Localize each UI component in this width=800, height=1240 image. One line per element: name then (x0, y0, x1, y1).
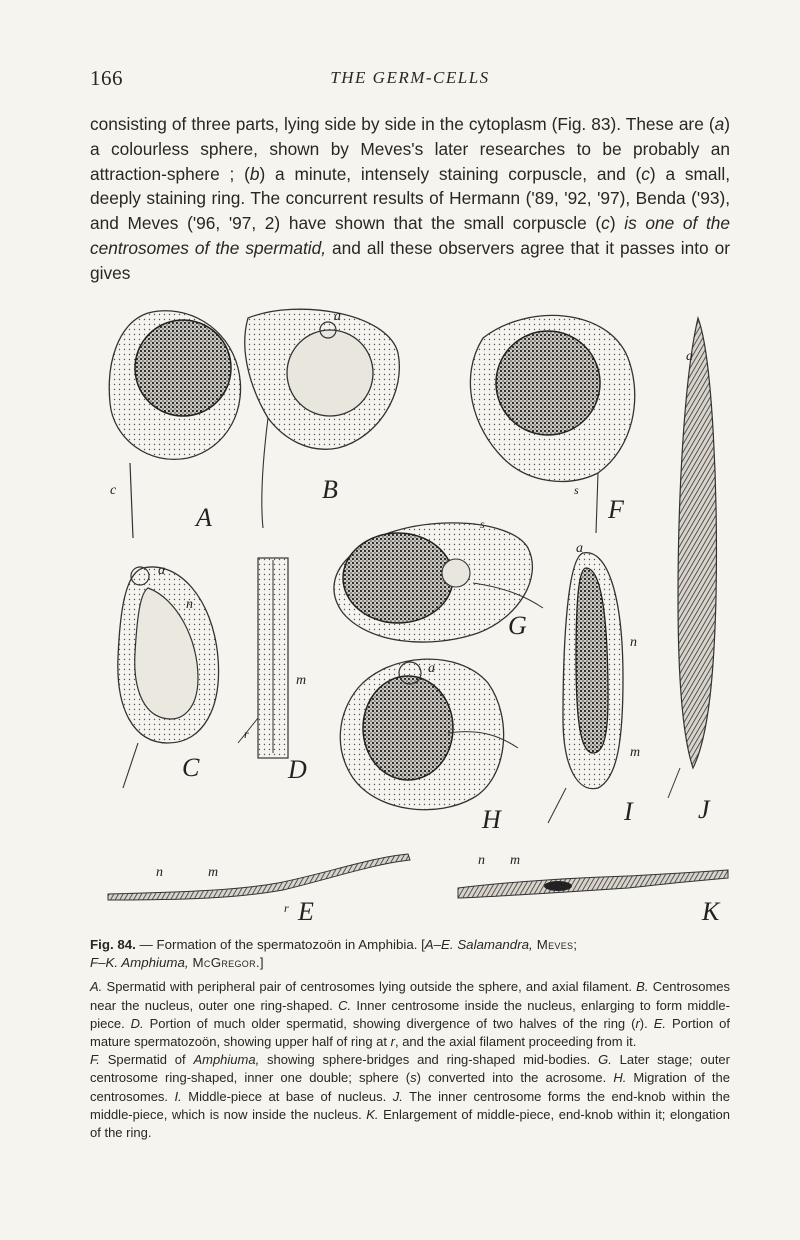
caption-text: The inner centrosome forms the end-knob within the middle-piece, which is now inside the nucleus. (90, 1088, 730, 1122)
body-italic: c (641, 163, 650, 184)
label-D-r: r (244, 727, 249, 741)
caption-text: showing sphere-bridges and ring-shaped mid-bodies. (259, 1052, 591, 1068)
label-F-s: s (574, 483, 579, 497)
caption-fig-label: Fig. 84. (90, 937, 136, 952)
caption-italic: r (635, 1015, 640, 1031)
caption-key-group (90, 978, 730, 1051)
page-number: 166 (90, 66, 123, 90)
figure-84 (88, 298, 730, 928)
caption-author: McGregor.] (188, 955, 264, 971)
caption-text: ). (639, 1015, 648, 1031)
label-K: K (702, 897, 720, 926)
label-A: A (196, 503, 212, 532)
label-H-a: a (428, 661, 435, 676)
page-header (90, 66, 730, 94)
caption-text: Inner centrosome inside the nucleus, enlarging to form middle-piece. (90, 997, 730, 1031)
label-K-n: n (478, 853, 485, 868)
body-text-span: ) (609, 213, 625, 234)
label-A-c: c (110, 483, 117, 498)
caption-key-group (90, 1051, 730, 1142)
label-I-m: m (630, 745, 641, 760)
body-italic: a (714, 114, 725, 134)
body-text-span: and all these observers agree that it passes into or gives (90, 237, 730, 283)
label-C-n: n (186, 597, 193, 612)
label-B: B (322, 475, 338, 504)
label-D-m: m (296, 673, 307, 688)
caption-key: A. (90, 979, 103, 995)
caption-key: E. (653, 1015, 667, 1031)
caption-key: B. (636, 979, 649, 995)
body-text-span: ) a small, deeply staining ring. The concurrent results of Hermann ('89, '92, '97), Benda ('93), and Meves ('96, '97, 2) have shown that the small corpuscle ( (90, 163, 730, 234)
running-head: THE GERM-CELLS (330, 68, 490, 87)
caption-key: K. (366, 1106, 379, 1122)
caption-key: D. (130, 1015, 144, 1031)
body-italic: is one of the centrosomes of the spermatid, (90, 213, 731, 258)
label-C-a: a (158, 563, 165, 578)
caption-text: Later stage; outer centrosome ring-shaped, inner one double; sphere ( (90, 1052, 730, 1086)
caption-key: J. (392, 1088, 403, 1104)
label-K-m: m (510, 853, 521, 868)
caption-text: Enlargement of middle-piece, end-knob within it; elongation of the ring. (90, 1106, 730, 1141)
label-B-a: a (334, 309, 341, 324)
label-E-m: m (208, 865, 219, 880)
caption-text: Spermatid of (99, 1052, 194, 1068)
label-E-r: r (284, 901, 289, 915)
label-I-n: n (630, 635, 637, 650)
label-H: H (482, 805, 501, 834)
label-G: G (508, 611, 527, 640)
caption-text: Migration of the centrosomes. (90, 1070, 731, 1104)
body-text-span: These are ( (625, 114, 715, 134)
figure-panel-k (458, 870, 728, 898)
figure-caption (90, 936, 730, 1142)
caption-key: I. (174, 1088, 182, 1104)
caption-key: G. (598, 1052, 612, 1068)
caption-text: ) converted into the acrosome. (416, 1070, 607, 1086)
label-E: E (298, 897, 314, 926)
caption-italic: s (410, 1070, 417, 1086)
caption-key: H. (613, 1070, 627, 1086)
body-line: consisting of three parts, lying side by side in the cytoplasm (Fig. 83). (90, 114, 622, 134)
caption-text: , and the axial filament proceeding from it. (394, 1034, 637, 1050)
figure-panel-i (548, 553, 623, 823)
figure-illustration (88, 298, 730, 928)
caption-key: F. (90, 1052, 100, 1068)
caption-text: — Formation of the spermatozoön in Amphibia. [ (135, 937, 425, 952)
label-D: D (288, 755, 307, 784)
figure-panel-c (118, 567, 219, 788)
caption-key: C. (338, 997, 352, 1013)
caption-title (90, 936, 730, 972)
body-italic: b (249, 163, 260, 184)
label-I: I (624, 797, 633, 826)
caption-author: Meves; (532, 937, 578, 952)
caption-text: Portion of mature spermatozoön, showing upper half of ring at (90, 1015, 730, 1050)
label-G-s: s (480, 517, 485, 531)
body-text-span: ) a colourless sphere, shown by Meves's later researches to be probably an attraction-sphere ; ( (90, 114, 730, 184)
label-I-a: a (576, 541, 583, 556)
figure-panel-a (109, 311, 240, 538)
caption-italic: A–E. Salamandra, (424, 937, 533, 952)
caption-italic: F–K. Amphiuma, (90, 955, 189, 971)
figure-panel-e (108, 854, 410, 900)
figure-panel-j (668, 318, 716, 798)
label-J-a: a (686, 349, 693, 364)
caption-italic: r (390, 1034, 395, 1050)
caption-text: Spermatid with peripheral pair of centrosomes lying outside the sphere, and axial filament. (102, 979, 632, 995)
body-paragraph (90, 112, 730, 286)
caption-text: Centrosomes near the nucleus, outer one ring-shaped. (90, 979, 730, 1013)
label-F: F (608, 495, 624, 524)
label-J: J (698, 795, 710, 824)
caption-italic: Amphiuma, (193, 1052, 260, 1068)
caption-text: Portion of much older spermatid, showing divergence of two halves of the ring ( (143, 1015, 636, 1031)
figure-panel-h (340, 659, 518, 810)
body-text-span: ) a minute, intensely staining corpuscle, and ( (259, 163, 642, 184)
body-italic: c (601, 213, 610, 234)
label-E-n: n (156, 865, 163, 880)
caption-text: Middle-piece at base of nucleus. (181, 1088, 387, 1104)
label-C: C (182, 753, 200, 782)
